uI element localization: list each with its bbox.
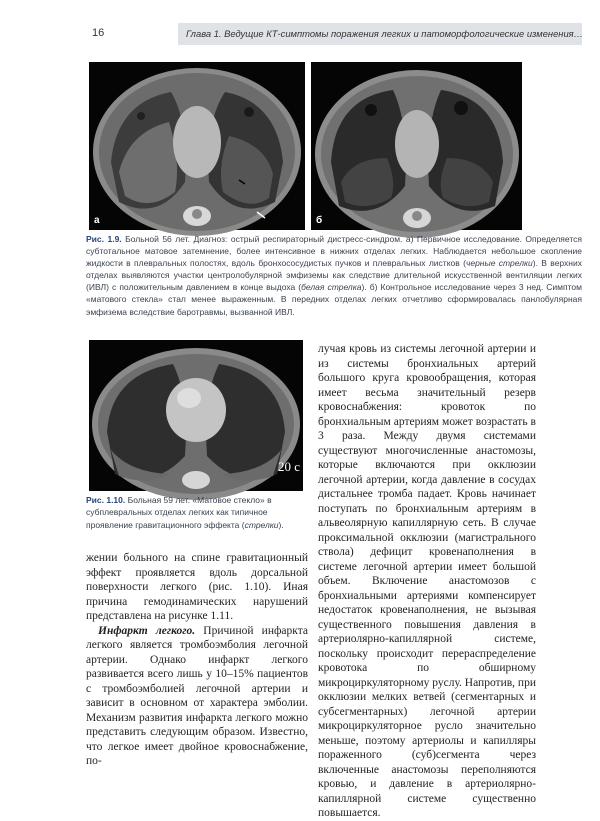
ct-scan-graphic: [89, 340, 303, 491]
caption-label: Рис. 1.9.: [86, 234, 122, 244]
caption-text: ). В верхних отделах выявляются участки центролобулярной эмфиземы как следствие длительной искусственной вентиляции легких (ИВЛ) с положительным давлением в конце выдоха (: [86, 258, 582, 293]
caption-text: ). б) Контрольное исследование через 3 нед. Симптом «матового стекла» стал менее выраженным. В передних отделах легких отчетливо сформировалась панлобулярная эмфизема вследствие баротравмы, вызванной ИВЛ.: [86, 282, 582, 317]
paragraph: жении больного на спине гравитационный эффект проявляется вдоль дорсальной поверхности легкого (рис. 1.10). Иная причина гемодинамических нарушений представлена на рисунке 1.11.: [86, 552, 308, 622]
running-title: Глава 1. Ведущие КТ-симптомы поражения легких и патоморфологические изменения…: [186, 28, 584, 39]
paragraph: лучая кровь из системы легочной артерии и из системы бронхиальных артерий большого круга кровообращения, которая имеет весьма значительный резерв кровоснабжения: кровоток по бронхиальным артериям может возрастать в 3 раза. Между двумя системами существуют многочисленные анастомозы, которые включаются при окклюзии легочной артерии, когда давление в сосудах дистальнее тромба падает. Кровь начинает поступать по бронхиальным артериям в альвеолярную капиллярную сеть. В случае проксимальной окклюзии (магистрального ствола) дефицит кровенаполнения в системе легочной артерии имеет большой объем. Включение анастомозов с бронхиальными артериями компенсирует недостаток кровенаполнения, не вызывая существенного повышения давления в артериолярно-капиллярной системе, поскольку происходит перераспределение кровотока по обширному микроциркуляторному руслу. Напротив, при окклюзии мелких ветвей (сегментарных и субсегментарных) легочной артерии микроциркуляторное русло значительно меньше, поэтому артериолы и капилляры пораженного (суб)сегмента через включенные анастомозы переполняются кровью, и давление в артериолярно-капиллярной системе существенно повышается.: [318, 343, 536, 819]
caption-italic: белая стрелка: [301, 282, 362, 293]
ct-image-1-9b: [311, 62, 522, 230]
caption-italic: черные стрелки: [465, 258, 533, 269]
ct-image-1-9a: [89, 62, 305, 230]
ct-image-1-10: [89, 340, 303, 491]
figure-1-10-caption: [86, 494, 298, 531]
page-header: [86, 23, 582, 45]
paragraph: [86, 624, 308, 769]
panel-label-a: а: [94, 215, 100, 226]
caption-label: Рис. 1.10.: [86, 495, 126, 505]
page-number: 16: [92, 27, 105, 39]
figure-1-9-caption: [86, 233, 582, 318]
ct-scan-graphic: [89, 62, 305, 230]
caption-text: Больной 56 лет. Диагноз: острый респираторный дистресс-синдром. а) Первичное исследование. Определяется субтотальное матовое затемнение, более интенсивное в нижних отделах легких. Наблюдается небольшое скопление жидкости в плевральных полостях, вдоль бронхососудистых пучков и плевральных листков (: [86, 234, 582, 269]
caption-text: ).: [278, 519, 284, 530]
caption-text: Больная 59 лет. «Матовое стекло» в субплевральных отделах легких как типичное проявление гравитационного эффекта (: [86, 495, 272, 530]
body-column-left: [86, 551, 308, 769]
body-column-right: [318, 342, 536, 821]
section-heading: Инфаркт легкого.: [98, 624, 196, 637]
caption-italic: стрелки: [244, 519, 279, 530]
paragraph-text: Причиной инфаркта легкого является тромбоэмболия легочной артерии. Однако инфаркт легкого развивается всего лишь у 10–15% пациентов с тромбоэмболией легочной артерии и зависит в основном от характера эмболии. Механизм развития инфаркта легкого можно представить следующим образом. Известно, что легкое имеет двойное кровоснабжение, по-: [86, 624, 308, 767]
ct-scan-graphic: [311, 62, 522, 230]
corner-mark: 20 c: [277, 459, 300, 474]
panel-label-b: б: [316, 215, 323, 226]
